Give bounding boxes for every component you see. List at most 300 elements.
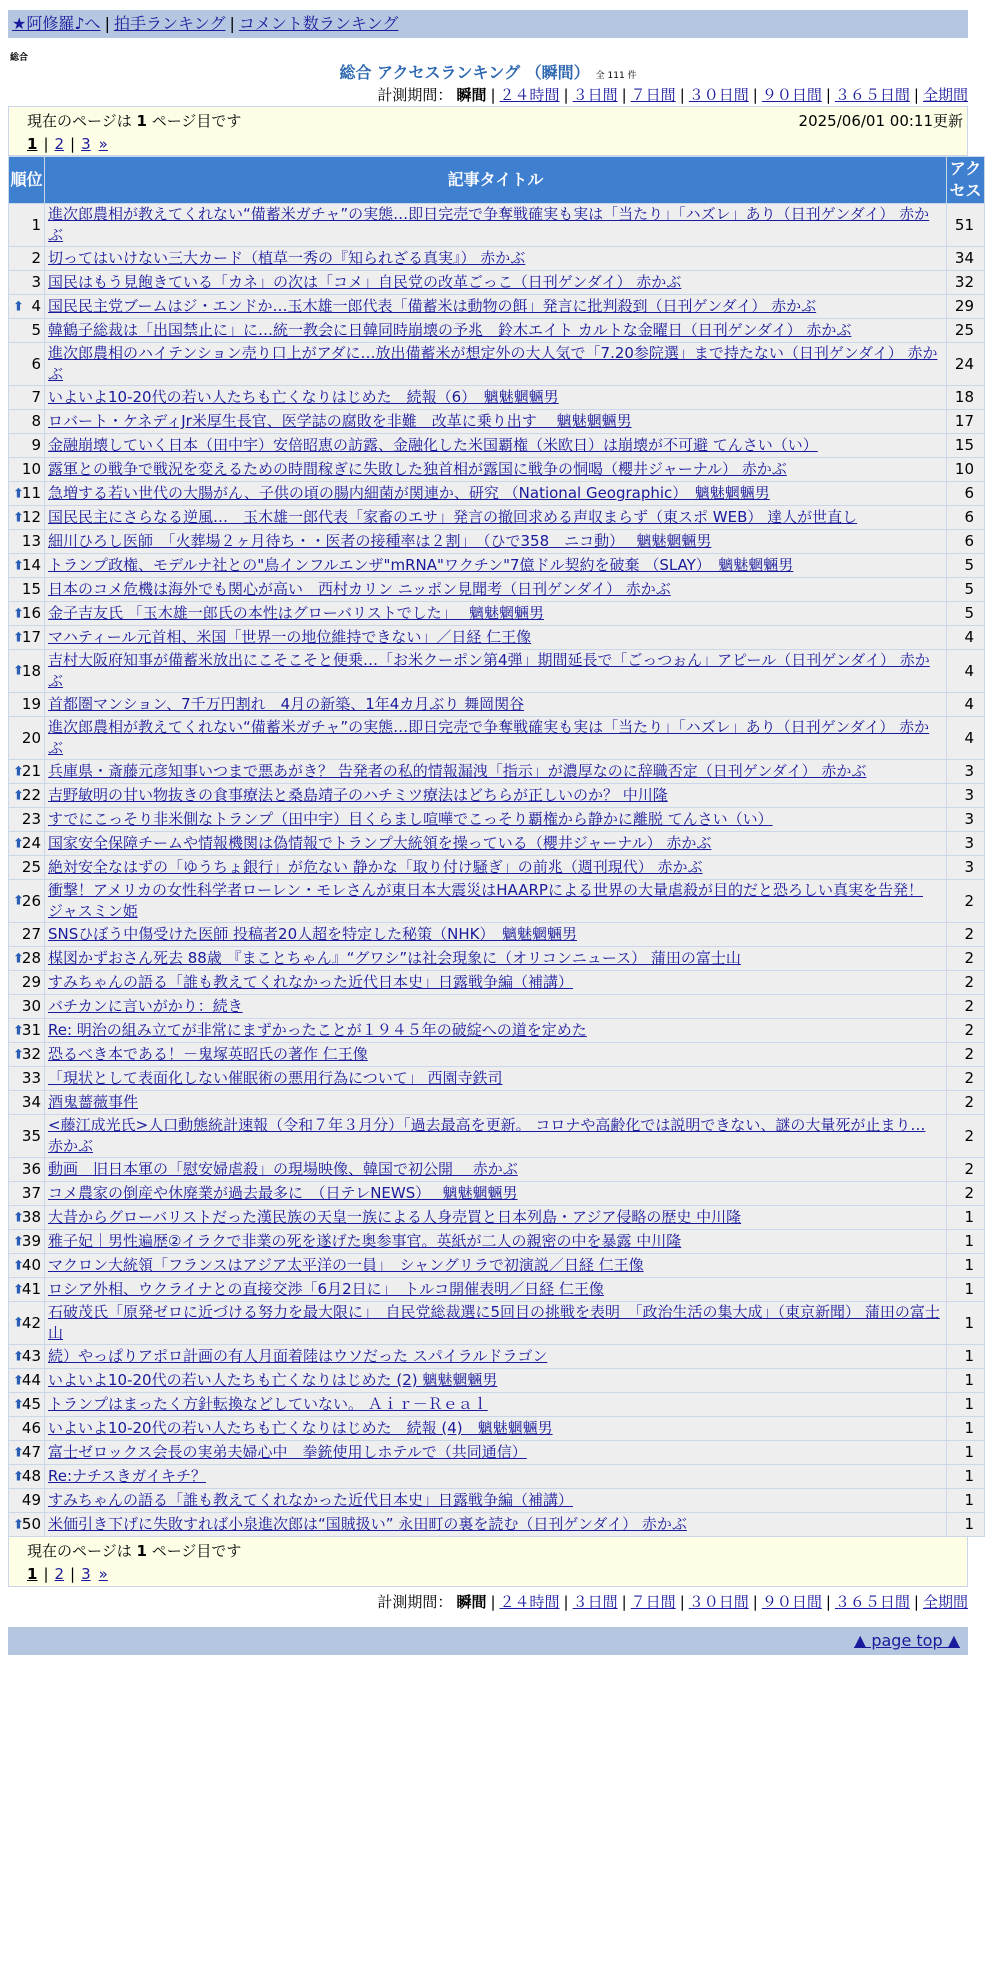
table-row [9,1393,985,1417]
access-count: 10 [947,458,985,482]
pager-top [27,133,963,155]
table-row [9,410,985,434]
rank-number: 5 [31,321,41,339]
rank-cell [9,602,45,626]
rank-cell [9,784,45,808]
table-row [9,760,985,784]
rank-number: 46 [21,1419,41,1437]
rank-cell [9,1417,45,1441]
table-row [9,1158,985,1182]
table-row [9,1278,985,1302]
article-title-link[interactable]: 進次郎農相が教えてくれない“備蓄米ガチャ”の実態…即日完売で争奪戦確実も実は「当たり」「ハズレ」あり（日刊ゲンダイ） 赤かぶ [48,205,930,244]
article-title-link[interactable]: 吉村大阪府知事が備蓄米放出にこそこそと便乗…「お米クーポン第4弾」期間延長で「ごっつぉん」アピール（日刊ゲンダイ） 赤かぶ [48,651,930,690]
title-cell [45,482,947,506]
article-title-link[interactable]: Re: 明治の組み立てが非常にまずかったことが１９４５年の破綻への道を定めた [48,1021,587,1039]
rank-up-arrow-icon: ⬆ [13,1234,24,1249]
period-separator: | [913,86,919,104]
top-period-5[interactable]: ９０日間 [761,86,822,104]
bottom-period-0: 瞬間 [456,1593,487,1611]
title-cell [45,458,947,482]
access-count: 2 [947,1019,985,1043]
rank-cell [9,1278,45,1302]
table-row [9,1182,985,1206]
rank-cell [9,1019,45,1043]
rank-number: 18 [21,661,41,680]
rank-up-arrow-icon: ⬆ [13,1023,24,1038]
title-cell [45,995,947,1019]
table-row [9,554,985,578]
access-count: 17 [947,410,985,434]
access-count: 1 [947,1230,985,1254]
rank-number: 36 [21,1160,41,1178]
rank-number: 44 [21,1371,41,1389]
rank-cell [9,271,45,295]
rank-number: 7 [31,388,41,406]
table-row [9,386,985,410]
title-cell [45,434,947,458]
table-row [9,319,985,343]
rank-number: 9 [31,436,41,454]
article-title-link[interactable]: 首都圏マンション、7千万円割れ 4月の新築、1年4カ月ぶり 舞岡関谷 [48,695,525,713]
rank-up-arrow-icon: ⬆ [13,1282,24,1297]
rank-up-arrow-icon: ⬆ [13,1517,24,1532]
table-row [9,1206,985,1230]
article-title-link[interactable]: すみちゃんの語る「誰も教えてくれなかった近代日本史」日露戦争編（補講） [48,1491,574,1509]
rank-number: 19 [21,695,41,713]
rank-number: 12 [21,508,41,526]
access-count: 1 [947,1489,985,1513]
table-row [9,808,985,832]
rank-cell [9,947,45,971]
article-title-link[interactable]: 続）やっぱりアポロ計画の有人月面着陸はウソだった スパイラルドラゴン [48,1347,548,1365]
table-row [9,1091,985,1115]
access-count: 1 [947,1206,985,1230]
article-title-link[interactable]: 日本のコメ危機は海外でも関心が高い 西村カリン ニッポン見聞考（日刊ゲンダイ） 赤かぶ [48,580,671,598]
rank-number: 43 [21,1347,41,1365]
rank-number: 15 [21,580,41,598]
table-row [9,832,985,856]
rank-cell [9,717,45,760]
updated-timestamp: 2025/06/01 00:11更新 [798,112,963,130]
rank-number: 41 [21,1280,41,1298]
rank-number: 11 [21,484,41,502]
rank-up-arrow-icon: ⬆ [13,606,24,621]
table-header-row [9,157,985,204]
table-row [9,880,985,923]
pager-separator: | [43,1565,49,1583]
bottom-period-2[interactable]: ３日間 [572,1593,618,1611]
header-rank: 順位 [9,157,45,204]
pager-bottom [27,1563,963,1585]
total-count: 全 111 件 [595,71,637,81]
top-period-6[interactable]: ３６５日間 [834,86,910,104]
access-count: 1 [947,1441,985,1465]
article-title-link[interactable]: 切ってはいけない三大カード（植草一秀の『知られざる真実』） 赤かぶ [48,249,526,267]
title-cell [45,1206,947,1230]
access-count: 5 [947,602,985,626]
access-count: 29 [947,295,985,319]
top-period-7[interactable]: 全期間 [922,86,968,104]
title-cell [45,386,947,410]
title-cell [45,1489,947,1513]
top-page-link-0: 1 [27,135,38,153]
title-cell [45,271,947,295]
table-row [9,650,985,693]
rank-number: 34 [21,1093,41,1111]
period-separator: | [825,86,831,104]
article-title-link[interactable]: 国民民主にさらなる逆風… 玉木雄一郎代表「家畜のエサ」発言の撤回求める声収まらず（東スポ WEB） 達人が世直し [48,508,858,526]
title-cell [45,1230,947,1254]
rank-number: 3 [31,273,41,291]
title-cell [45,1182,947,1206]
rank-cell [9,482,45,506]
rank-number: 16 [21,604,41,622]
article-title-link[interactable]: 進次郎農相のハイテンション売り口上がアダに…放出備蓄米が想定外の大人気で「7.20参院選」まで持たない（日刊ゲンダイ） 赤かぶ [48,344,938,383]
article-title-link[interactable]: 楳図かずおさん死去 88歳 『まことちゃん』“グワシ”は社会現象に（オリコンニュース） 蒲田の富士山 [48,949,741,967]
period-separator: | [490,1593,496,1611]
rank-up-arrow-icon: ⬆ [13,951,24,966]
access-count: 3 [947,784,985,808]
nav-link-applause-ranking[interactable]: 拍手ランキング [113,14,226,33]
rank-cell [9,1182,45,1206]
access-count: 6 [947,482,985,506]
rank-cell [9,458,45,482]
pager-separator: | [43,135,49,153]
rank-number: 32 [21,1045,41,1063]
title-cell [45,650,947,693]
rank-up-arrow-icon: ⬆ [13,893,24,909]
period-separator: | [563,86,569,104]
period-separator: | [752,1593,758,1611]
access-count: 2 [947,995,985,1019]
table-row [9,947,985,971]
access-count: 2 [947,1043,985,1067]
top-period-3[interactable]: ７日間 [630,86,676,104]
top-period-4[interactable]: ３０日間 [688,86,749,104]
bottom-period-7[interactable]: 全期間 [922,1593,968,1611]
rank-number: 37 [21,1184,41,1202]
rank-cell [9,530,45,554]
header-access: アクセス [947,157,985,204]
bottom-period-6[interactable]: ３６５日間 [834,1593,910,1611]
access-count: 6 [947,506,985,530]
rank-cell [9,1489,45,1513]
table-row [9,204,985,247]
rank-cell [9,650,45,693]
title-cell [45,1369,947,1393]
article-title-link[interactable]: <藤江成光氏>人口動態統計速報（令和７年３月分）「過去最高を更新。 コロナや高齢化では説明できない、謎の大量死が止まり… 赤かぶ [48,1116,926,1155]
access-count: 15 [947,434,985,458]
rank-cell [9,971,45,995]
rank-cell [9,1441,45,1465]
table-row [9,602,985,626]
title-cell [45,832,947,856]
bottom-period-1[interactable]: ２４時間 [499,1593,560,1611]
nav-link-asyura[interactable]: ★阿修羅♪へ [12,14,101,33]
rank-cell [9,204,45,247]
rank-cell [9,410,45,434]
access-count: 2 [947,923,985,947]
top-page-link-3[interactable]: » [98,135,108,153]
bottom-period-3[interactable]: ７日間 [630,1593,676,1611]
rank-number: 49 [21,1491,41,1509]
access-count: 2 [947,1115,985,1158]
article-title-link[interactable]: 大昔からグローバリストだった漢民族の天皇一族による人身売買と日本列島・アジア侵略の歴史 中川隆 [48,1208,742,1226]
article-title-link[interactable]: 国民民主党ブームはジ・エンドか…玉木雄一郎代表「備蓄米は動物の餌」発言に批判殺到（日刊ゲンダイ） 赤かぶ [48,297,817,315]
bottom-page-link-3[interactable]: » [98,1565,108,1583]
section-label: 総合 [10,53,29,63]
title-cell [45,1067,947,1091]
rank-up-arrow-icon: ⬆ [13,1445,24,1460]
access-count: 5 [947,578,985,602]
bottom-page-link-1[interactable]: 2 [54,1565,65,1583]
access-count: 24 [947,343,985,386]
title-cell [45,530,947,554]
article-title-link[interactable]: ロバート・ケネディJr米厚生長官、医学誌の腐敗を非難 改革に乗り出す 魑魅魍魎男 [48,412,632,430]
article-title-link[interactable]: コメ農家の倒産や休廃業が過去最多に （日テレNEWS） 魑魅魍魎男 [48,1184,518,1202]
title-cell [45,626,947,650]
access-count: 4 [947,693,985,717]
title-cell [45,808,947,832]
page-top-link[interactable]: ▲ page top ▲ [853,1631,960,1650]
rank-up-arrow-icon: ⬆ [13,788,24,803]
period-separator: | [679,1593,685,1611]
table-row [9,626,985,650]
rank-cell [9,1345,45,1369]
table-row [9,923,985,947]
article-title-link[interactable]: バチカンに言いがかり：続き [48,997,243,1015]
article-title-link[interactable]: 米価引き下げに失敗すれば小泉進次郎は“国賊扱い” 永田町の裏を読む（日刊ゲンダイ） 赤かぶ [48,1515,687,1533]
article-title-link[interactable]: 衝撃！アメリカの女性科学者ローレン・モレさんが東日本大震災はHAARPによる世界の大量虐殺が目的だと恐ろしい真実を告発！ ジャスミン姫 [48,881,923,920]
title-cell [45,1441,947,1465]
top-period-2[interactable]: ３日間 [572,86,618,104]
period-separator: | [621,1593,627,1611]
access-count: 1 [947,1417,985,1441]
rank-number: 20 [21,728,41,747]
ranking-table [8,156,985,1537]
article-title-link[interactable]: 富士ゼロックス会長の実弟夫婦心中 拳銃使用しホテルで（共同通信） [48,1443,527,1461]
rank-up-arrow-icon: ⬆ [13,836,24,851]
rank-number: 22 [21,786,41,804]
article-title-link[interactable]: 兵庫県・斎藤元彦知事いつまで悪あがき？ 告発者の私的情報漏洩「指示」が濃厚なのに辞職否定（日刊ゲンダイ） 赤かぶ [48,762,867,780]
rank-number: 35 [21,1126,41,1145]
rank-number: 38 [21,1208,41,1226]
rank-up-arrow-icon: ⬆ [13,510,24,525]
article-title-link[interactable]: 細川ひろし医師 「火葬場２ヶ月待ち・・医者の接種率は２割」 （ひで358 ニコ動） 魑魅魍魎男 [48,532,712,550]
rank-cell [9,1302,45,1345]
period-separator: | [913,1593,919,1611]
title-cell [45,1345,947,1369]
rank-up-arrow-icon: ⬆ [13,558,24,573]
rank-up-arrow-icon: ⬆ [13,764,24,779]
title-cell [45,1417,947,1441]
article-title-link[interactable]: マクロン大統領「フランスはアジア太平洋の一員」 シャングリラで初演説／日経 仁王像 [48,1256,644,1274]
table-row [9,1369,985,1393]
table-row [9,1302,985,1345]
article-title-link[interactable]: いよいよ10-20代の若い人たちも亡くなりはじめた 続報 (4) 魑魅魍魎男 [48,1419,553,1437]
title-cell [45,295,947,319]
nav-link-comment-ranking[interactable]: コメント数ランキング [238,14,399,33]
article-title-link[interactable]: 韓鶴子総裁は「出国禁止に」に…統一教会に日韓同時崩壊の予兆 鈴木エイト カルトな金曜日（日刊ゲンダイ） 赤かぶ [48,321,852,339]
rank-cell [9,995,45,1019]
rank-cell [9,1254,45,1278]
rank-cell [9,1115,45,1158]
table-row [9,343,985,386]
rank-number: 1 [31,215,41,234]
rank-number: 17 [21,628,41,646]
rank-up-arrow-icon: ⬆ [13,663,24,679]
rank-cell [9,1043,45,1067]
title-cell [45,1115,947,1158]
access-count: 2 [947,1067,985,1091]
title-cell [45,1043,947,1067]
article-title-link[interactable]: いよいよ10-20代の若い人たちも亡くなりはじめた 続報（6） 魑魅魍魎男 [48,388,559,406]
article-title-link[interactable]: トランプ政権、モデルナ社との"鳥インフルエンザ"mRNA"ワクチン"7億ドル契約を破棄 （SLAY） 魑魅魍魎男 [48,556,794,574]
title-cell [45,1278,947,1302]
rank-up-arrow-icon: ⬆ [13,1315,24,1331]
article-title-link[interactable]: 恐るべき本である！－鬼塚英昭氏の著作 仁王像 [48,1045,368,1063]
period-selector-top [8,84,968,106]
top-period-0: 瞬間 [456,86,487,104]
rank-cell [9,1465,45,1489]
rank-number: 2 [31,249,41,267]
table-row [9,271,985,295]
table-row [9,717,985,760]
article-title-link[interactable]: 動画 旧日本軍の「慰安婦虐殺」の現場映像、韓国で初公開 赤かぶ [48,1160,518,1178]
article-title-link[interactable]: 雅子妃｜男性遍歴②イラクで非業の死を遂げた奥参事官。英紙が二人の親密の中を暴露 中川隆 [48,1232,682,1250]
table-row [9,1067,985,1091]
top-period-1[interactable]: ２４時間 [499,86,560,104]
rank-cell [9,923,45,947]
article-title-link[interactable]: 吉野敏明の甘い物抜きの食事療法と桑島靖子のハチミツ療法はどちらが正しいのか？ 中川隆 [48,786,668,804]
article-title-link[interactable]: いよいよ10-20代の若い人たちも亡くなりはじめた (2) 魑魅魍魎男 [48,1371,498,1389]
rank-number: 8 [31,412,41,430]
access-count: 6 [947,530,985,554]
rank-cell [9,434,45,458]
article-title-link[interactable]: 石破茂氏「原発ゼロに近づける努力を最大限に」 自民党総裁選に5回目の挑戦を表明 「政治生活の集大成」（東京新聞） 蒲田の富士山 [48,1303,940,1342]
rank-cell [9,880,45,923]
rank-cell [9,554,45,578]
rank-number: 47 [21,1443,41,1461]
article-title-link[interactable]: SNSひぼう中傷受けた医師 投稿者20人超を特定した秘策（NHK） 魑魅魍魎男 [48,925,577,943]
table-row [9,578,985,602]
rank-cell [9,386,45,410]
rank-number: 6 [31,354,41,373]
table-row [9,1115,985,1158]
rank-number: 23 [21,810,41,828]
title-cell [45,1302,947,1345]
rank-number: 14 [21,556,41,574]
article-title-link[interactable]: すでにこっそり非米側なトランプ（田中宇）目くらまし喧嘩でこっそり覇権から静かに離脱 てんさい（い） [48,810,773,828]
bottom-period-5[interactable]: ９０日間 [761,1593,822,1611]
access-count: 1 [947,1369,985,1393]
article-title-link[interactable]: 国家安全保障チームや情報機関は偽情報でトランプ大統領を操っている（櫻井ジャーナル） 赤かぶ [48,834,712,852]
rank-cell [9,1393,45,1417]
table-row [9,1019,985,1043]
title-cell [45,880,947,923]
access-count: 3 [947,808,985,832]
rank-cell [9,1158,45,1182]
access-count: 2 [947,1158,985,1182]
access-count: 2 [947,947,985,971]
rank-number: 40 [21,1256,41,1274]
bottom-page-link-0: 1 [27,1565,38,1583]
article-title-link[interactable]: 露軍との戦争で戦況を変えるための時間稼ぎに失敗した独首相が露国に戦争の恫喝（櫻井ジャーナル） 赤かぶ [48,460,787,478]
rank-number: 33 [21,1069,41,1087]
rank-cell [9,856,45,880]
period-separator: | [679,86,685,104]
rank-up-arrow-icon: ⬆ [13,1210,24,1225]
access-count: 4 [947,650,985,693]
top-navigation-bar: ★阿修羅♪へ | 拍手ランキング | コメント数ランキング [8,10,968,38]
title-cell [45,717,947,760]
table-row [9,434,985,458]
top-page-link-2[interactable]: 3 [81,135,91,153]
article-title-link[interactable]: 「現状として表面化しない催眠術の悪用行為について」 西園寺鉄司 [48,1069,503,1087]
article-title-link[interactable]: Re:ナチスきガイキチ？ [48,1467,206,1485]
article-title-link[interactable]: 金融崩壊していく日本（田中宇）安倍昭恵の訪露、金融化した米国覇権（米欧日）は崩壊が不可避 てんさい（い） [48,436,818,454]
period-separator: | [563,1593,569,1611]
title-cell [45,1254,947,1278]
article-title-link[interactable]: ロシア外相、ウクライナとの直接交渉「6月2日に」 トルコ開催表明／日経 仁王像 [48,1280,604,1298]
access-count: 1 [947,1302,985,1345]
article-title-link[interactable]: 国民はもう見飽きている「カネ」の次は「コメ」自民党の改革ごっこ（日刊ゲンダイ） 赤かぶ [48,273,682,291]
rank-number: 31 [21,1021,41,1039]
table-row [9,1513,985,1537]
ranking-title [8,62,968,84]
title-cell [45,319,947,343]
article-title-link[interactable]: 酒鬼薔薇事件 [48,1093,139,1111]
rank-cell [9,1091,45,1115]
rank-number: 4 [31,297,41,315]
table-row [9,1230,985,1254]
article-title-link[interactable]: トランプはまったく方針転換などしていない。 Ａｉｒ－Ｒｅａｌ [48,1395,488,1413]
title-cell [45,971,947,995]
article-title-link[interactable]: 絶対安全なはずの「ゆうちょ銀行」が危ない 静かな「取り付け騒ぎ」の前兆（週刊現代） 赤かぶ [48,858,703,876]
bottom-period-4[interactable]: ３０日間 [688,1593,749,1611]
bottom-page-link-2[interactable]: 3 [81,1565,91,1583]
title-cell [45,1019,947,1043]
table-row [9,784,985,808]
rank-up-arrow-icon: ⬆ [13,1258,24,1273]
rank-cell [9,319,45,343]
article-title-link[interactable]: マハティール元首相、米国「世界一の地位維持できない」／日経 仁王像 [48,628,532,646]
rank-up-arrow-icon: ⬆ [13,486,24,501]
pager-separator: | [70,1565,76,1583]
article-title-link[interactable]: すみちゃんの語る「誰も教えてくれなかった近代日本史」日露戦争編（補講） [48,973,574,991]
rank-cell [9,1206,45,1230]
article-title-link[interactable]: 進次郎農相が教えてくれない“備蓄米ガチャ”の実態…即日完売で争奪戦確実も実は「当たり」「ハズレ」あり（日刊ゲンダイ） 赤かぶ [48,718,930,757]
table-row [9,458,985,482]
article-title-link[interactable]: 急増する若い世代の大腸がん、子供の頃の腸内細菌が関連か、研究 （National Geographic） 魑魅魍魎男 [48,484,770,502]
table-row [9,1417,985,1441]
rank-up-arrow-icon: ⬆ [13,1469,24,1484]
article-title-link[interactable]: 金子吉友氏 「玉木雄一郎氏の本性はグローバリストでした」 魑魅魍魎男 [48,604,544,622]
page-info-bottom [8,1537,968,1587]
title-cell [45,760,947,784]
top-page-link-1[interactable]: 2 [54,135,65,153]
page-info-top [8,106,968,156]
title-cell [45,554,947,578]
current-page-text: 現在のページは 1 ページ目です [27,1542,242,1560]
period-separator: | [490,86,496,104]
rank-up-arrow-icon: ⬆ [13,1047,24,1062]
rank-cell [9,1067,45,1091]
current-page-text: 現在のページは 1 ページ目です [27,112,242,130]
title-cell [45,578,947,602]
period-label: 計測期間： [377,1593,453,1611]
rank-number: 10 [21,460,41,478]
